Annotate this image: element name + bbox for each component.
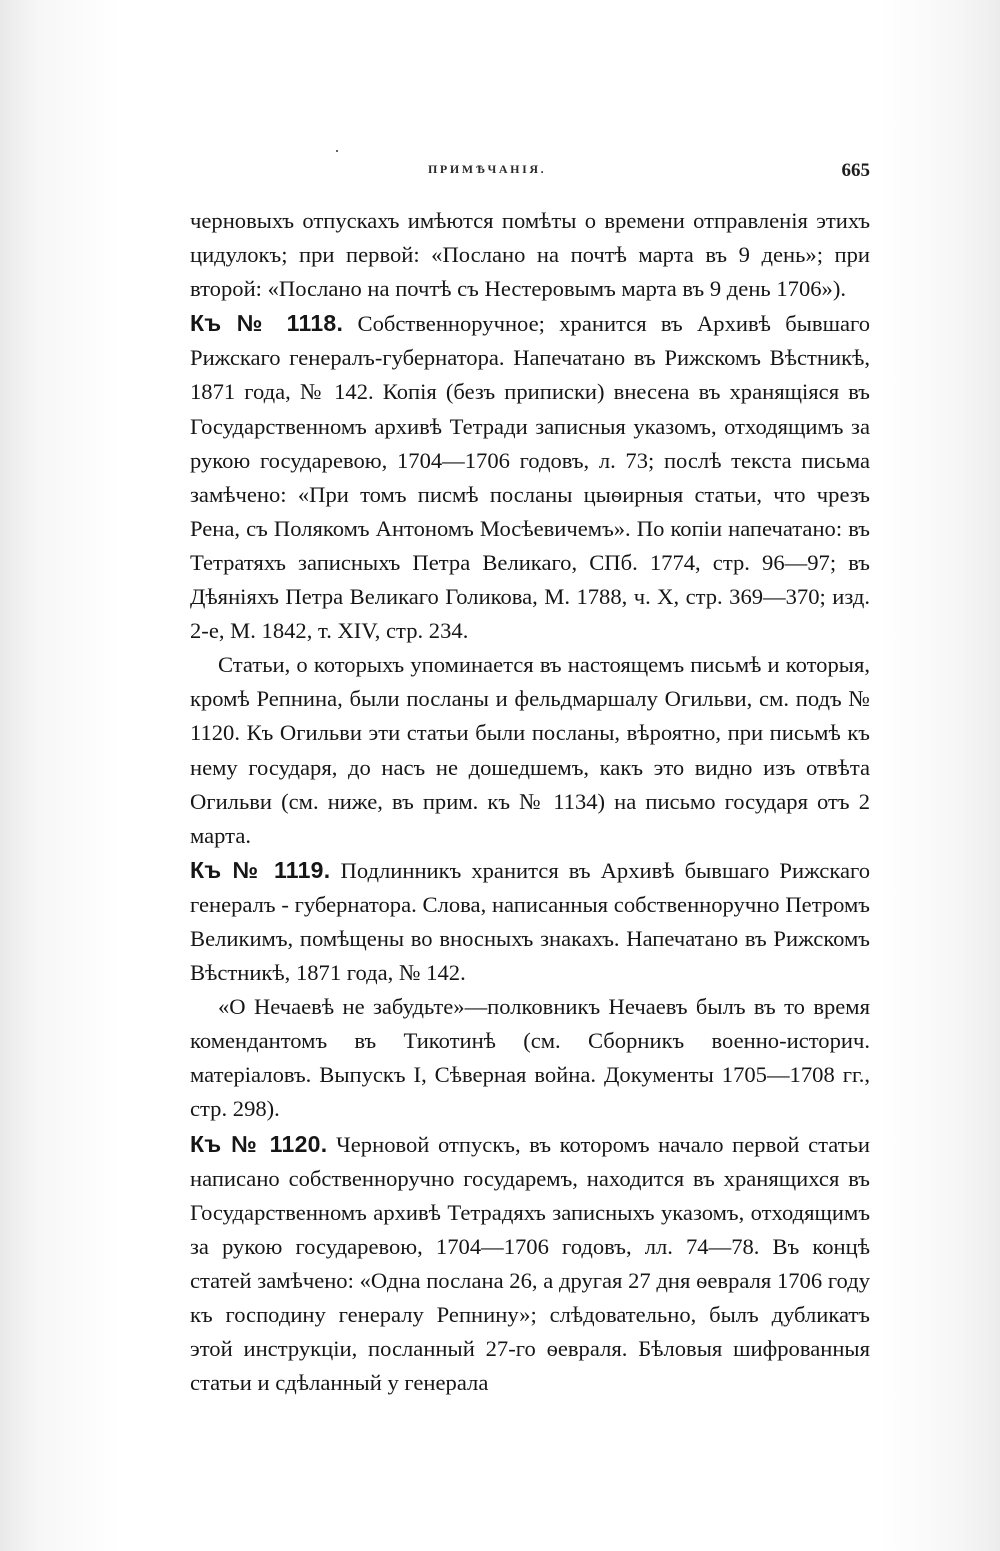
body-text <box>190 204 870 1400</box>
paragraph-text: Собственноручное; хранится въ Архивѣ бывшаго Рижскаго генералъ-губернатора. Напечатано въ Рижскомъ Вѣстникѣ, 1871 года, № 142. Копія (безъ приписки) внесена въ хранящіяся въ Государственномъ архивѣ Тетради записныя указомъ, отходящимъ за рукою государевою, 1704—1706 годовъ, л. 73; послѣ текста письма замѣчено: «При томъ писмѣ посланы цыѳирныя статьи, что чрезъ Рена, съ Полякомъ Антономъ Мосѣевичемъ». По копіи напечатано: въ Тетратяхъ записныхъ Петра Великаго, СПб. 1774, стр. 96—97; въ Дѣяніяхъ Петра Великаго Голикова, М. 1788, ч. X, стр. 369—370; изд. 2-е, М. 1842, т. XIV, стр. 234. <box>190 311 870 644</box>
note-heading: Къ № 1120. <box>190 1130 328 1157</box>
paragraph-text: Черновой отпускъ, въ которомъ начало первой статьи написано собственноручно государемъ, находится въ хранящихся въ Государственномъ архивѣ Тетрадяхъ записныхъ указомъ, отходящимъ за рукою государевою, 1704—1706 годовъ, лл. 74—78. Въ концѣ статей замѣчено: «Одна послана 26, а другая 27 дня ѳевраля 1706 году къ господину генералу Репнину»; слѣдовательно, былъ дубликатъ этой инструкціи, посланный 27-го ѳевраля. Бѣловыя шифрованныя статьи и сдѣланный у генерала <box>190 1131 871 1396</box>
page-number: 665 <box>841 160 870 181</box>
paragraph-text: Статьи, о которыхъ упоминается въ настоящемъ письмѣ и которыя, кромѣ Репнина, были посланы и фельдмаршалу Огильви, см. подъ № 1120. Къ Огильви эти статьи были посланы, вѣроятно, при письмѣ къ нему государя, до насъ не дошедшемъ, какъ это видно изъ отвѣта Огильви (см. ниже, въ прим. къ № 1134) на письмо государя отъ 2 марта. <box>190 652 870 848</box>
note-heading: Къ № 1118. <box>190 310 344 337</box>
note-heading: Къ № 1119. <box>190 856 331 883</box>
running-title: ПРИМѢЧАНІЯ. <box>428 162 547 176</box>
paragraph-continuation <box>190 204 870 306</box>
running-head <box>190 160 870 184</box>
paragraph-text: черновыхъ отпускахъ имѣются помѣты о времени отправленія этихъ цидулокъ; при первой: «Послано на почтѣ марта въ 9 день»; при второй: «Послано на почтѣ съ Нестеровымъ марта въ 9 день 1706»). <box>190 208 870 302</box>
ink-speck <box>336 150 338 152</box>
note-entry-1119 <box>190 853 870 990</box>
paragraph-nechaev <box>190 990 870 1126</box>
note-entry-1120 <box>190 1127 870 1401</box>
note-entry-1118 <box>190 306 870 648</box>
paragraph-statutes <box>190 648 870 853</box>
paragraph-text: «О Нечаевѣ не забудьте»—полковникъ Нечаевъ былъ въ то время комендантомъ въ Тикотинѣ (см. Сборникъ военно-историч. матеріаловъ. Выпускъ I, Сѣверная война. Документы 1705—1708 гг., стр. 298). <box>190 994 870 1122</box>
paragraph-text: Подлинникъ хранится въ Архивѣ бывшаго Рижскаго генералъ - губернатора. Слова, написанныя собственноручно Петромъ Великимъ, помѣщены во вносныхъ знакахъ. Напечатано въ Рижскомъ Вѣстникѣ, 1871 года, № 142. <box>190 857 870 986</box>
